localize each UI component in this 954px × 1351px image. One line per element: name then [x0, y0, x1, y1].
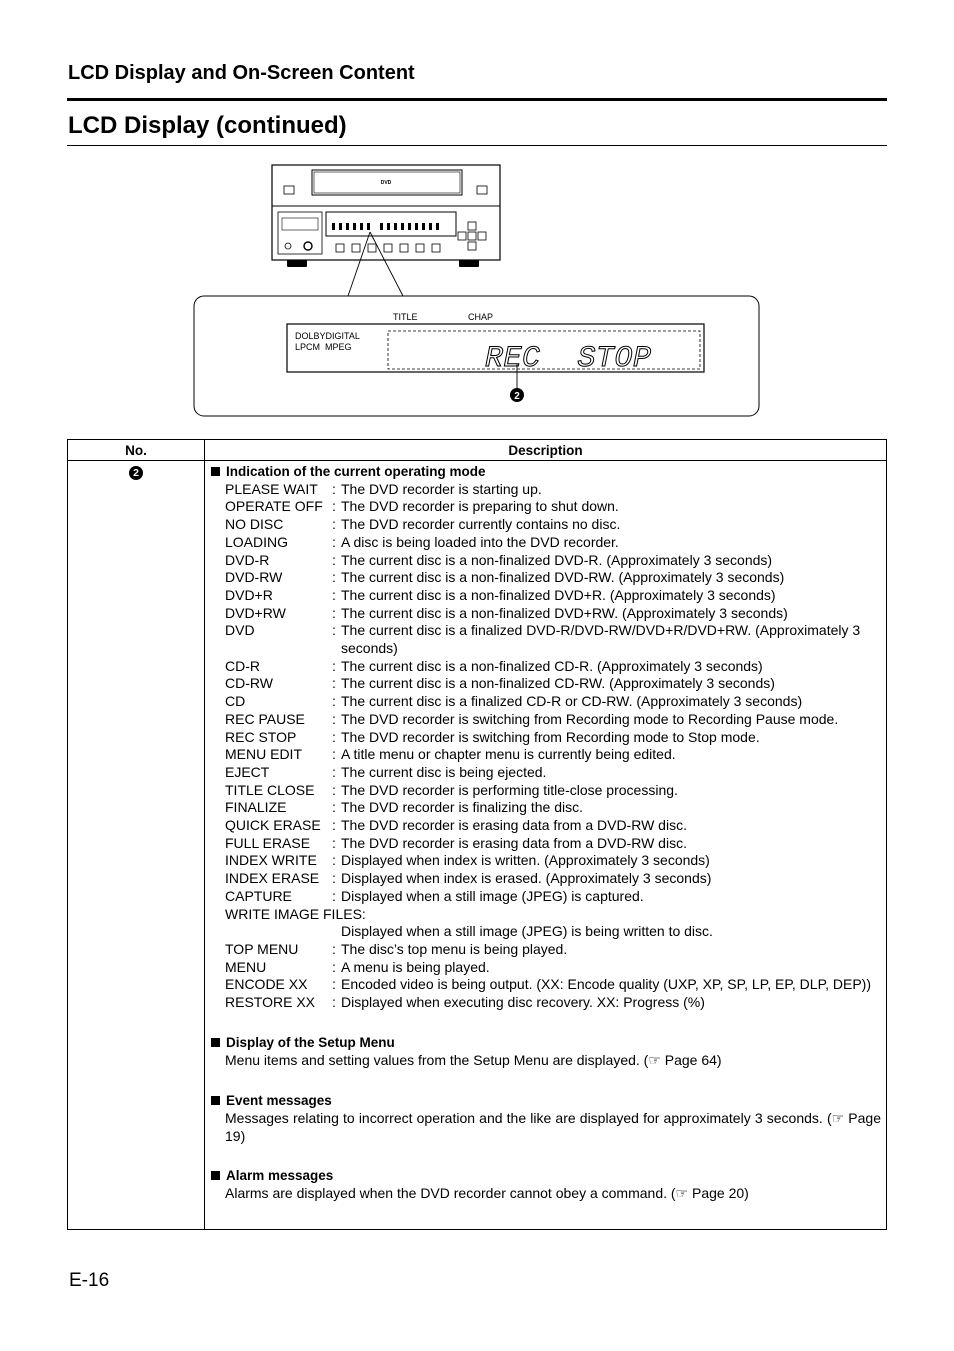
list-item	[225, 799, 881, 817]
list-item	[225, 569, 881, 587]
header-description: Description	[205, 440, 887, 461]
lcd-dolby-label: DOLBYDIGITAL	[295, 331, 360, 341]
mode-list-2	[225, 941, 881, 1012]
table-header-row	[68, 440, 887, 461]
section-title: LCD Display and On-Screen Content	[68, 62, 415, 84]
setup-text: Menu items and setting values from the Setup Menu are displayed. (☞ Page 64)	[225, 1051, 722, 1068]
separator-colon: :	[332, 586, 336, 603]
bullet-square-icon	[211, 467, 220, 476]
separator-colon: :	[332, 516, 336, 533]
separator-colon: :	[332, 763, 336, 780]
separator-colon: :	[332, 994, 336, 1011]
separator-colon: :	[332, 693, 336, 710]
event-heading: Event messages	[211, 1092, 881, 1110]
mode-term: INDEX WRITE	[225, 852, 317, 869]
mode-term: DVD	[225, 622, 255, 639]
mode-term: REC STOP	[225, 728, 297, 745]
mode-term: DVD-RW	[225, 569, 283, 586]
list-item	[225, 835, 881, 853]
mode-desc: The current disc is a non-finalized DVD-R. (Approximately 3 seconds)	[341, 551, 773, 568]
mode-list	[225, 481, 881, 906]
list-item	[225, 870, 881, 888]
mode-term: FULL ERASE	[225, 834, 311, 851]
mode-desc: The current disc is a non-finalized CD-R. (Approximately 3 seconds)	[341, 657, 763, 674]
mode-term: FINALIZE	[225, 799, 287, 816]
list-item	[225, 552, 881, 570]
mode-desc: The DVD recorder currently contains no disc.	[341, 516, 621, 533]
mode-desc: The current disc is a non-finalized DVD+RW. (Approximately 3 seconds)	[341, 604, 788, 621]
mode-term: RESTORE XX	[225, 994, 315, 1011]
row-number-cell	[68, 461, 205, 1230]
header-no: No.	[68, 440, 205, 461]
callout-number: 2	[514, 391, 520, 402]
mode-desc: The disc’s top menu is being played.	[341, 940, 568, 957]
bullet-square-icon	[211, 1171, 220, 1180]
separator-colon: :	[332, 976, 336, 993]
mode-term: WRITE IMAGE FILES:	[225, 905, 366, 922]
list-item	[225, 534, 881, 552]
dvd-recorder-illustration	[272, 165, 500, 267]
mode-term: MENU EDIT	[225, 746, 302, 763]
mode-desc: A title menu or chapter menu is currently being edited.	[341, 746, 676, 763]
mode-desc: The current disc is being ejected.	[341, 763, 547, 780]
lcd-format-label: LPCM MPEG	[295, 342, 352, 352]
mode-term: CD-R	[225, 657, 260, 674]
separator-colon: :	[332, 817, 336, 834]
mode-desc: The current disc is a non-finalized DVD+R. (Approximately 3 seconds)	[341, 586, 776, 603]
lcd-figure	[190, 160, 765, 422]
list-item	[225, 888, 881, 906]
mode-term: CD-RW	[225, 675, 273, 692]
svg-text:DVD: DVD	[380, 180, 392, 186]
mode-desc: The DVD recorder is switching from Recording mode to Stop mode.	[341, 728, 760, 745]
lcd-segment-text: REC STOP	[485, 342, 660, 376]
list-item	[225, 711, 881, 729]
list-item	[225, 994, 881, 1012]
separator-colon: :	[332, 498, 336, 515]
separator-colon: :	[332, 569, 336, 586]
alarm-heading: Alarm messages	[211, 1167, 881, 1185]
page-title: LCD Display (continued)	[68, 112, 347, 139]
separator-colon: :	[332, 799, 336, 816]
mode-term: NO DISC	[225, 516, 284, 533]
mode-desc: The DVD recorder is erasing data from a DVD-RW disc.	[341, 834, 687, 851]
separator-colon: :	[332, 657, 336, 674]
row-number-marker: 2	[129, 466, 143, 480]
mode-desc: Encoded video is being output. (XX: Encode quality (UXP, XP, SP, LP, EP, DLP, DEP))	[341, 976, 872, 993]
list-item	[225, 605, 881, 623]
mode-term: QUICK ERASE	[225, 817, 321, 834]
separator-colon: :	[332, 622, 336, 639]
list-item	[225, 959, 881, 977]
mode-desc: Displayed when index is written. (Approximately 3 seconds)	[341, 852, 710, 869]
mode-term: CAPTURE	[225, 887, 292, 904]
separator-colon: :	[332, 710, 336, 727]
mode-term: TOP MENU	[225, 940, 299, 957]
bullet-square-icon	[211, 1096, 220, 1105]
mode-term: REC PAUSE	[225, 710, 305, 727]
mode-heading: Indication of the current operating mode	[211, 463, 881, 481]
mode-desc: The DVD recorder is finalizing the disc.	[341, 799, 583, 816]
list-item	[225, 764, 881, 782]
lcd-title-label: TITLE	[393, 312, 418, 322]
list-item	[225, 941, 881, 959]
list-item	[225, 675, 881, 693]
setup-heading: Display of the Setup Menu	[211, 1034, 881, 1052]
description-table	[67, 439, 887, 1230]
separator-colon: :	[332, 551, 336, 568]
mode-desc: The DVD recorder is performing title-close processing.	[341, 781, 678, 798]
mode-desc: The current disc is a finalized CD-R or CD-RW. (Approximately 3 seconds)	[341, 693, 803, 710]
mode-term: DVD+R	[225, 586, 273, 603]
mode-desc: The current disc is a non-finalized DVD-RW. (Approximately 3 seconds)	[341, 569, 785, 586]
mode-term: MENU	[225, 958, 267, 975]
mode-term: INDEX ERASE	[225, 870, 320, 887]
separator-colon: :	[332, 728, 336, 745]
row-description-cell	[205, 461, 887, 1230]
list-item	[225, 498, 881, 516]
list-item	[225, 622, 881, 657]
page-number: E-16	[69, 1270, 110, 1291]
list-item	[225, 658, 881, 676]
list-item	[225, 481, 881, 499]
section-divider	[67, 98, 887, 101]
separator-colon: :	[332, 746, 336, 763]
mode-desc: Displayed when executing disc recovery. XX: Progress (%)	[341, 994, 705, 1011]
separator-colon: :	[332, 958, 336, 975]
mode-desc: The current disc is a non-finalized CD-RW. (Approximately 3 seconds)	[341, 675, 775, 692]
mode-desc: A disc is being loaded into the DVD recorder.	[341, 533, 619, 550]
mode-term: LOADING	[225, 533, 289, 550]
list-item	[225, 746, 881, 764]
separator-colon: :	[332, 480, 336, 497]
mode-term: PLEASE WAIT	[225, 480, 318, 497]
mode-term: OPERATE OFF	[225, 498, 323, 515]
title-underline	[67, 145, 887, 146]
separator-colon: :	[332, 675, 336, 692]
list-item	[225, 976, 881, 994]
mode-desc: The DVD recorder is erasing data from a DVD-RW disc.	[341, 817, 687, 834]
list-item	[225, 782, 881, 800]
separator-colon: :	[332, 852, 336, 869]
write-image-files-entry	[225, 906, 881, 941]
mode-desc: Displayed when index is erased. (Approximately 3 seconds)	[341, 870, 712, 887]
mode-desc: The current disc is a finalized DVD-R/DVD-RW/DVD+R/DVD+RW. (Approximately 3 seconds)	[341, 622, 861, 657]
mode-desc: Displayed when a still image (JPEG) is being written to disc.	[341, 923, 713, 940]
list-item	[225, 516, 881, 534]
mode-term: DVD-R	[225, 551, 270, 568]
list-item	[225, 729, 881, 747]
lcd-chap-label: CHAP	[468, 312, 494, 322]
mode-term: ENCODE XX	[225, 976, 308, 993]
separator-colon: :	[332, 533, 336, 550]
mode-term: TITLE CLOSE	[225, 781, 315, 798]
separator-colon: :	[332, 604, 336, 621]
table-row	[68, 461, 887, 1230]
mode-desc: The DVD recorder is preparing to shut down.	[341, 498, 619, 515]
mode-desc: The DVD recorder is switching from Recording mode to Recording Pause mode.	[341, 710, 839, 727]
mode-desc: The DVD recorder is starting up.	[341, 480, 542, 497]
separator-colon: :	[332, 940, 336, 957]
separator-colon: :	[332, 887, 336, 904]
mode-term: CD	[225, 693, 246, 710]
alarm-text: Alarms are displayed when the DVD recorder cannot obey a command. (☞ Page 20)	[225, 1185, 749, 1202]
separator-colon: :	[332, 870, 336, 887]
mode-term: DVD+RW	[225, 604, 286, 621]
mode-term: EJECT	[225, 763, 270, 780]
mode-desc: Displayed when a still image (JPEG) is captured.	[341, 887, 644, 904]
separator-colon: :	[332, 781, 336, 798]
bullet-square-icon	[211, 1038, 220, 1047]
list-item	[225, 693, 881, 711]
mode-desc: A menu is being played.	[341, 958, 490, 975]
event-text: Messages relating to incorrect operation and the like are displayed for approximately 3 seconds. (☞ Page 19)	[225, 1109, 881, 1144]
separator-colon: :	[332, 834, 336, 851]
list-item	[225, 817, 881, 835]
list-item	[225, 587, 881, 605]
list-item	[225, 852, 881, 870]
